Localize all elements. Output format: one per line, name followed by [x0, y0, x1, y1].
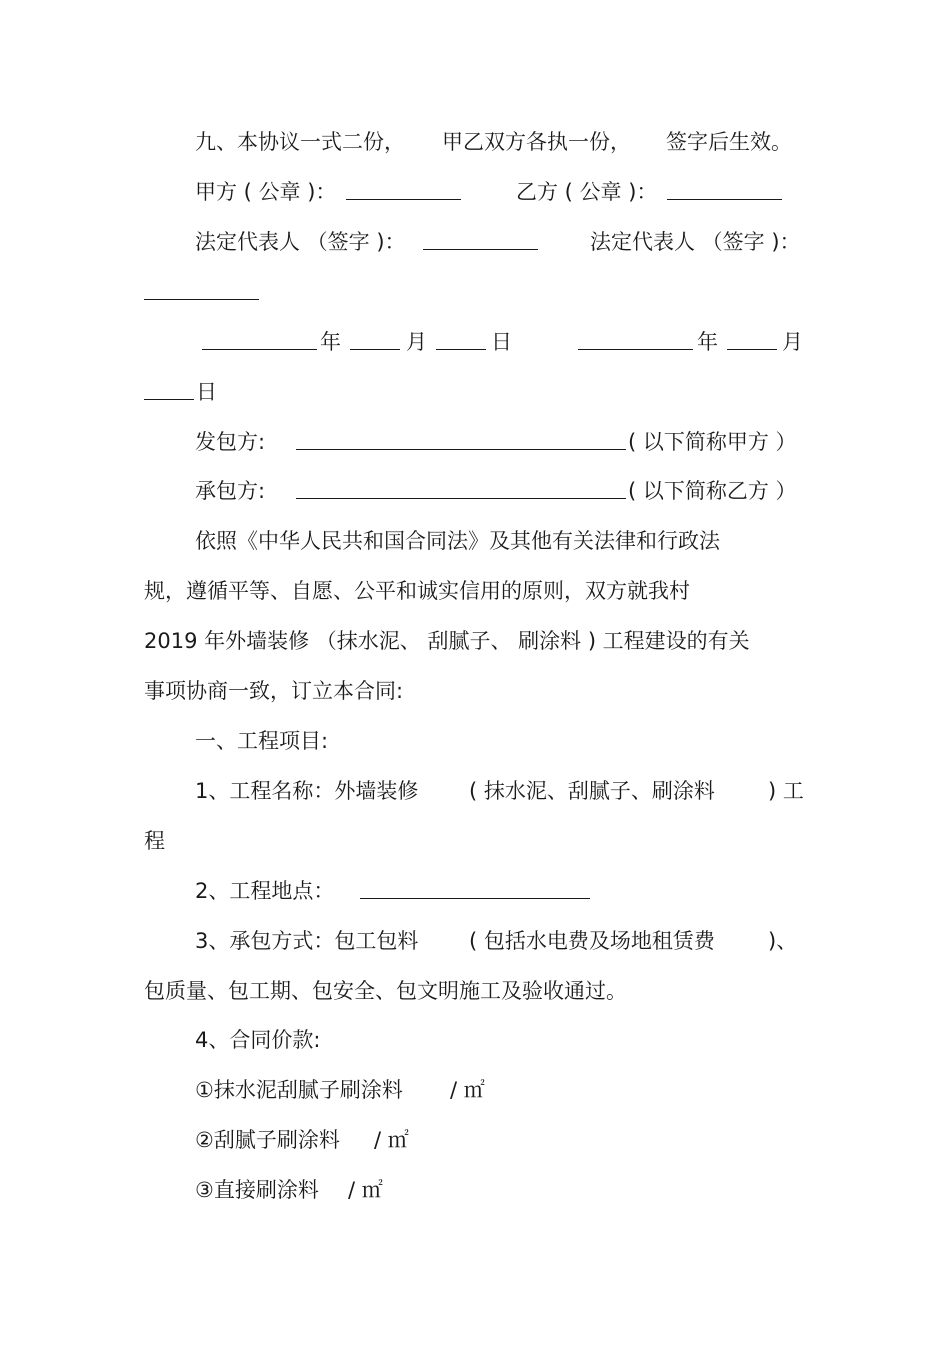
item1-name: 1、工程名称：外墙装修 — [195, 779, 419, 803]
price3-unit: / ㎡ — [348, 1178, 383, 1202]
item3-suffix: )、 — [768, 929, 798, 953]
rep-a-blank — [423, 227, 538, 257]
price3-label: ③直接刷涂料 — [195, 1178, 319, 1202]
contractee-suffix: ( 以下简称乙方 ） — [628, 479, 797, 503]
price2-label: ②刮腻子刷涂料 — [195, 1128, 340, 1152]
contractor-suffix: ( 以下简称甲方 ） — [628, 430, 797, 454]
item2-blank — [360, 876, 590, 906]
date-a-month-blank — [350, 327, 400, 357]
price1-unit: / ㎡ — [450, 1078, 485, 1102]
intro-line2: 规，遵循平等、自愿、公平和诚实信用的原则，双方就我村 — [144, 579, 690, 603]
rep-a-label: 法定代表人 （签字 )： — [195, 230, 406, 254]
item3-continuation: 包质量、包工期、包安全、包文明施工及验收通过。 — [144, 979, 627, 1003]
clause9-text2: 甲乙双方各执一份， — [442, 130, 631, 154]
date-b-day-blank — [144, 377, 194, 407]
clause9-text3: 签字后生效。 — [666, 130, 792, 154]
date-b-month-label: 月 — [782, 330, 803, 354]
intro-line3: 2019 年外墙装修 （抹水泥、 刮腻子、 刷涂料 ) 工程建设的有关 — [144, 629, 750, 653]
item2-location: 2、工程地点： — [195, 879, 335, 903]
item3-method: 3、承包方式：包工包料 — [195, 929, 419, 953]
date-a-month-label: 月 — [406, 330, 427, 354]
item4-price: 4、合同价款: — [195, 1028, 321, 1052]
intro-line4: 事项协商一致，订立本合同: — [144, 679, 404, 703]
clause9-text: 九、本协议一式二份， — [195, 130, 405, 154]
price1-label: ①抹水泥刮腻子刷涂料 — [195, 1078, 403, 1102]
contractee-blank — [296, 476, 626, 506]
party-a-seal-label: 甲方 ( 公章 )： — [195, 180, 337, 204]
date-a-day-blank — [436, 327, 486, 357]
item3-detail: ( 包括水电费及场地租赁费 — [469, 929, 715, 953]
contractee-label: 承包方: — [195, 479, 266, 503]
date-a-year-label: 年 — [320, 330, 341, 354]
party-a-seal-blank — [346, 177, 461, 207]
contractor-label: 发包方: — [195, 430, 266, 454]
date-b-day-label: 日 — [196, 380, 217, 404]
item1-detail: ( 抹水泥、刮腻子、刷涂料 — [469, 779, 715, 803]
date-b-year-blank — [578, 327, 693, 357]
date-b-year-label: 年 — [697, 330, 718, 354]
date-a-year-blank — [202, 327, 317, 357]
item1-continuation: 程 — [144, 829, 165, 853]
rep-b-blank — [144, 277, 259, 307]
date-b-month-blank — [727, 327, 777, 357]
section1-heading: 一、工程项目: — [195, 729, 329, 753]
date-a-day-label: 日 — [491, 330, 512, 354]
party-b-seal-label: 乙方 ( 公章 )： — [516, 180, 658, 204]
contractor-blank — [296, 427, 626, 457]
price2-unit: / ㎡ — [374, 1128, 409, 1152]
rep-b-label: 法定代表人 （签字 )： — [590, 230, 801, 254]
item1-suffix: ) 工 — [768, 779, 804, 803]
intro-line1: 依照《中华人民共和国合同法》及其他有关法律和行政法 — [195, 529, 720, 553]
party-b-seal-blank — [667, 177, 782, 207]
